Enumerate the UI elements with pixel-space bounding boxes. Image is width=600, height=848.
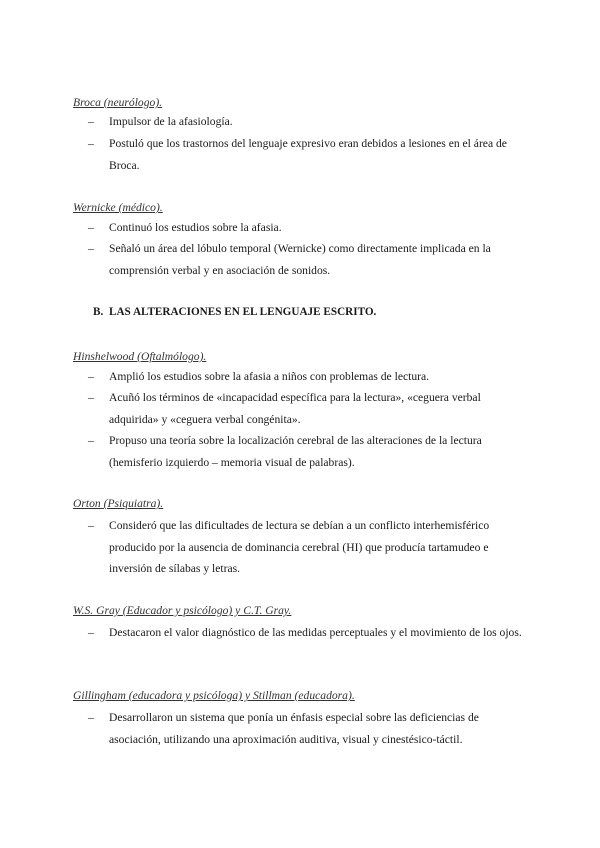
section-title-text: LAS ALTERACIONES EN EL LENGUAJE ESCRITO. [109, 306, 377, 318]
list-item [88, 133, 528, 176]
dash-marker: – [88, 519, 94, 532]
heading-wernicke: Wernicke (médico). [73, 201, 163, 214]
list-item [88, 515, 528, 580]
heading-broca: Broca (neurólogo). [73, 96, 163, 109]
list-item [88, 622, 528, 644]
list-item-text: Propuso una teoría sobre la localización cerebral de las alteraciones de la lectura (hemisferio izquierdo – memoria visual de palabras). [109, 434, 482, 469]
list-item [88, 707, 528, 750]
dash-marker: – [88, 370, 94, 383]
list-item-text: Destacaron el valor diagnóstico de las medidas perceptuales y el movimiento de los ojos. [109, 626, 522, 639]
heading-gillingham: Gillingham (educadora y psicóloga) y Stillman (educadora). [73, 689, 355, 702]
dash-marker: – [88, 242, 94, 255]
list-item [88, 387, 528, 430]
dash-marker: – [88, 137, 94, 150]
heading-gray: W.S. Gray (Educador y psicólogo) y C.T. Gray. [73, 604, 292, 617]
dash-marker: – [88, 434, 94, 447]
list-item [88, 238, 528, 281]
section-letter: B. [93, 306, 104, 318]
list-item-text: Desarrollaron un sistema que ponía un énfasis especial sobre las deficiencias de asociación, utilizando una aproximación auditiva, visual y cinestésico-táctil. [109, 711, 479, 746]
heading-hinshelwood: Hinshelwood (Oftalmólogo). [73, 350, 207, 363]
list-item-text: Señaló un área del lóbulo temporal (Wernicke) como directamente implicada en la comprensión verbal y en asociación de sonidos. [109, 242, 491, 277]
list-item-text: Continuó los estudios sobre la afasia. [109, 221, 282, 234]
list-item-text: Acuñó los términos de «incapacidad específica para la lectura», «ceguera verbal adquirida» y «ceguera verbal congénita». [109, 391, 481, 426]
list-item [88, 111, 528, 133]
dash-marker: – [88, 221, 94, 234]
dash-marker: – [88, 115, 94, 128]
dash-marker: – [88, 711, 94, 724]
dash-marker: – [88, 391, 94, 404]
list-item-text: Amplió los estudios sobre la afasia a niños con problemas de lectura. [109, 370, 430, 383]
list-item [88, 366, 528, 388]
heading-orton: Orton (Psiquiatra). [73, 497, 164, 510]
list-item-text: Postuló que los trastornos del lenguaje expresivo eran debidos a lesiones en el área de Broca. [109, 137, 507, 172]
section-title [93, 306, 376, 318]
dash-marker: – [88, 626, 94, 639]
list-item-text: Consideró que las dificultades de lectura se debían a un conflicto interhemisférico producido por la ausencia de dominancia cerebral (HI) que producía tartamudeo e inversión de sílabas y letras. [109, 519, 490, 575]
list-item [88, 430, 528, 473]
list-item [88, 217, 528, 239]
list-item-text: Impulsor de la afasiología. [109, 115, 233, 128]
